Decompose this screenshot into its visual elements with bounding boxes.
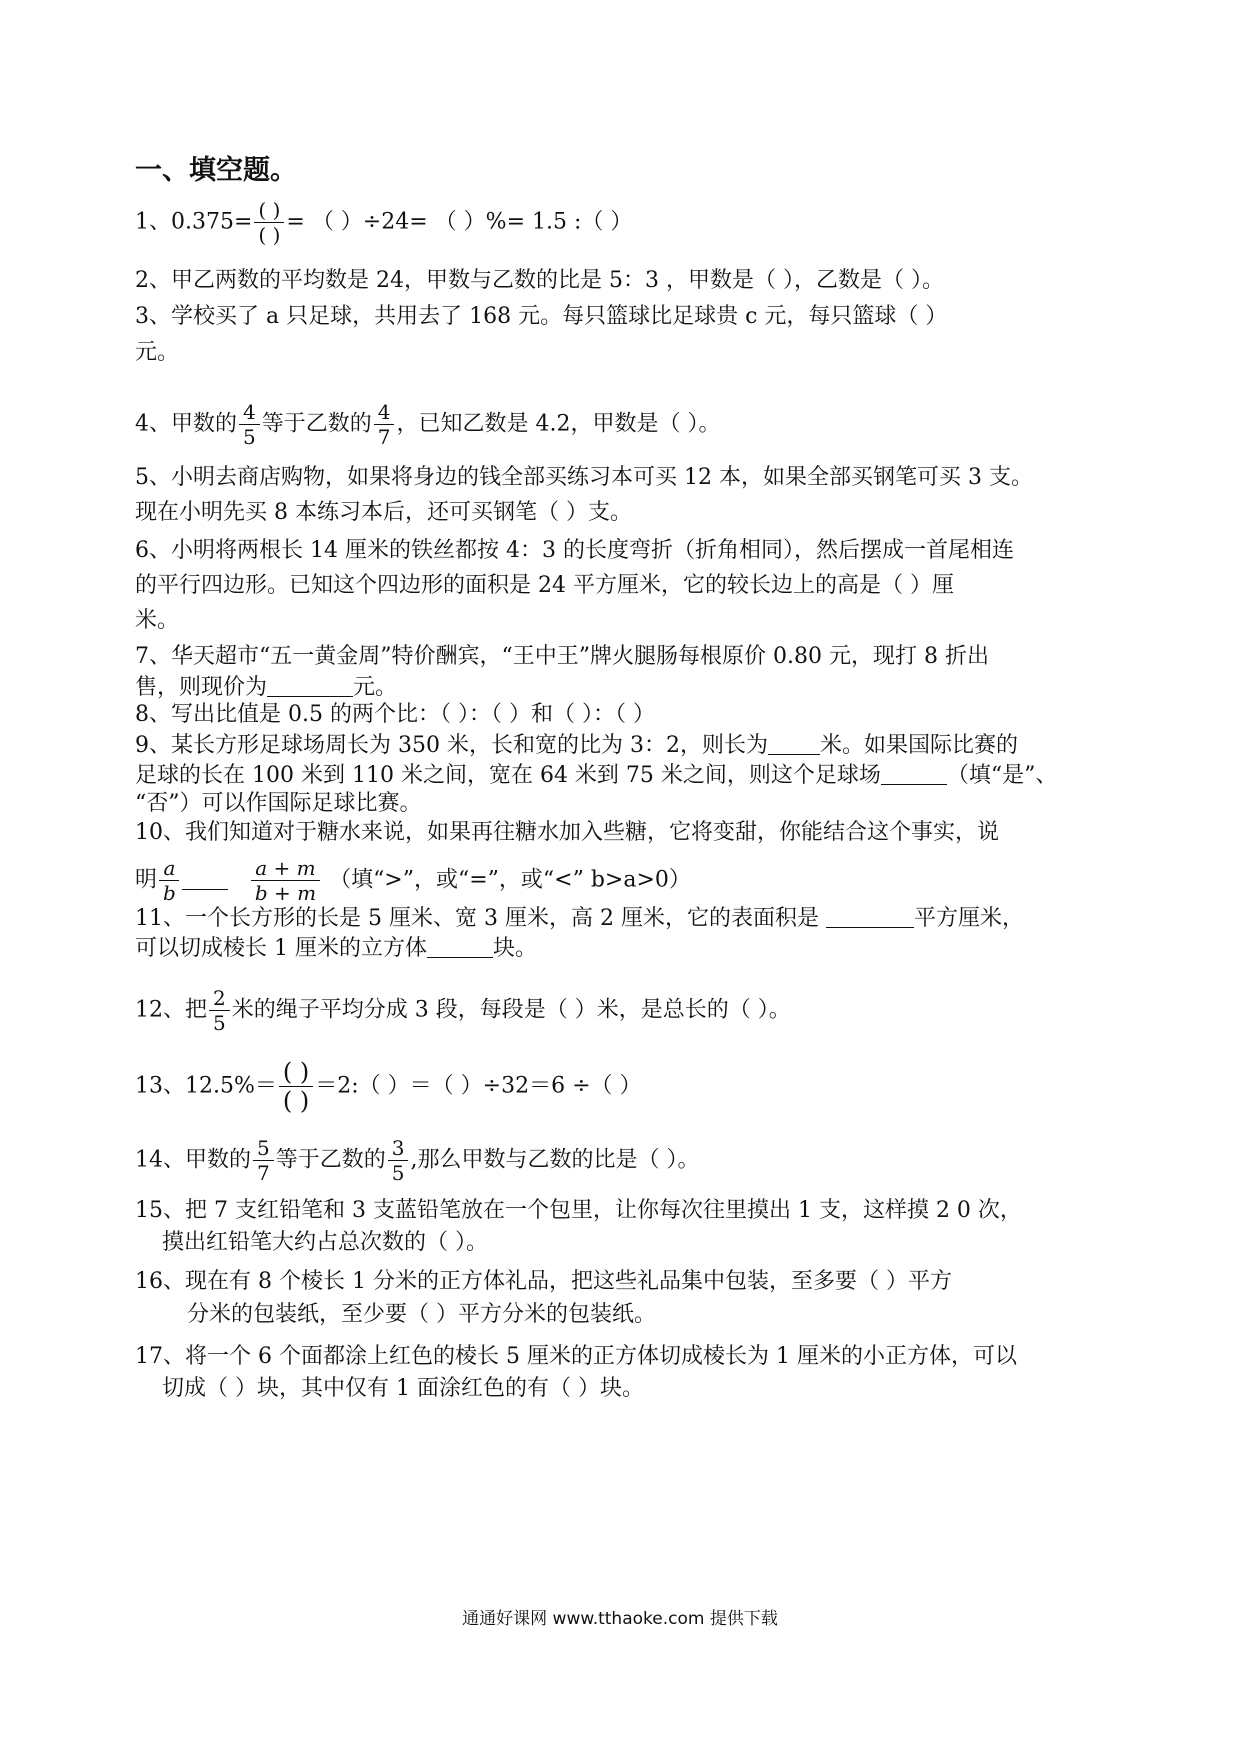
question-14: 14、甲数的 $\frac{5}{7}$ 等于乙数的 $\frac{3}{5}$ ,那么甲数与乙数的比是（ ）。	[135, 1136, 700, 1185]
fraction: $\frac{5}{7}$	[253, 1136, 274, 1185]
question-9-line-3: “否”）可以作国际足球比赛。	[135, 791, 422, 816]
fraction: $\frac{4}{7}$	[374, 400, 395, 449]
question-2: 2、甲乙两数的平均数是 24，甲数与乙数的比是 5：3 ，甲数是（ ），乙数是（ ）。	[135, 268, 944, 293]
question-5-line-1: 5、小明去商店购物，如果将身边的钱全部买练习本可买 12 本，如果全部买钢笔可买 3 支。	[135, 465, 1033, 490]
fraction: $\frac{3}{5}$	[388, 1136, 409, 1185]
question-9-line-2: 足球的长在 100 米到 110 米之间，宽在 64 米到 75 米之间，则这个足球场 （填“是”、	[135, 760, 1057, 791]
question-3-line-1: 3、学校买了 a 只足球，共用去了 168 元。每只篮球比足球贵 c 元，每只篮球（ ）	[135, 304, 948, 329]
question-6-line-2: 的平行四边形。已知这个四边形的面积是 24 平方厘米，它的较长边上的高是（ ）厘	[135, 573, 954, 598]
footer-credit: 通通好课网 www.tthaoke.com 提供下载	[462, 1609, 778, 1629]
answer-blank[interactable]	[267, 672, 353, 697]
question-11-line-1: 11、一个长方形的长是 5 厘米、宽 3 厘米，高 2 厘米，它的表面积是 平方厘米，	[135, 903, 1024, 934]
answer-blank[interactable]	[881, 760, 947, 785]
question-8: 8、写出比值是 0.5 的两个比：（ ）：（ ）和（ ）：（ ）	[135, 702, 655, 727]
question-16-line-2: 分米的包装纸，至少要（ ）平方分米的包装纸。	[187, 1302, 656, 1327]
question-10-line-1: 10、我们知道对于糖水来说，如果再往糖水加入些糖，它将变甜，你能结合这个事实，说	[135, 820, 999, 845]
question-5-line-2: 现在小明先买 8 本练习本后，还可买钢笔（ ）支。	[135, 500, 632, 525]
fraction: $\frac{a}{b}$	[159, 856, 180, 905]
answer-blank[interactable]	[182, 865, 228, 890]
answer-blank[interactable]	[826, 903, 914, 928]
question-17-line-2: 切成（ ）块，其中仅有 1 面涂红色的有（ ）块。	[162, 1376, 644, 1401]
question-6-line-1: 6、小明将两根长 14 厘米的铁丝都按 4：3 的长度弯折（折角相同），然后摆成一首尾相连	[135, 538, 1014, 563]
fraction: $\frac{2}{5}$	[209, 986, 230, 1035]
question-12: 12、把 $\frac{2}{5}$ 米的绳子平均分成 3 段，每段是（ ）米，是总长的（ ）。	[135, 986, 791, 1035]
question-1: 1、0.375= $\frac{( )}{( )}$ = （ ）÷24= （ ）%= 1.5 :（ ）	[135, 198, 633, 247]
question-15-line-2: 摸出红铅笔大约占总次数的（ ）。	[162, 1230, 488, 1255]
question-7-line-2: 售，则现价为 元。	[135, 672, 397, 703]
fraction: $\frac{a + m}{b + m}$	[251, 856, 320, 905]
question-10-line-2: 明 $\frac{a}{b}$ $\frac{a + m}{b + m}$ （填“>”，或“=”，或“<” b>a>0）	[135, 856, 691, 905]
question-6-line-3: 米。	[135, 608, 180, 633]
question-3-line-2: 元。	[135, 340, 180, 365]
answer-blank[interactable]	[427, 933, 493, 958]
fraction-blank: $\frac{( )}{( )}$	[279, 1058, 313, 1115]
question-7-line-1: 7、华天超市“五一黄金周”特价酬宾，“王中王”牌火腿肠每根原价 0.80 元，现打 8 折出	[135, 644, 989, 669]
answer-blank[interactable]	[768, 730, 820, 755]
question-17-line-1: 17、将一个 6 个面都涂上红色的棱长 5 厘米的正方体切成棱长为 1 厘米的小正方体，可以	[135, 1344, 1017, 1369]
question-13: 13、12.5%＝ $\frac{( )}{( )}$ ＝2:（ ）＝（ ）÷32＝6 ÷（ ）	[135, 1058, 642, 1115]
question-11-line-2: 可以切成棱长 1 厘米的立方体 块。	[135, 933, 537, 964]
fraction-blank: $\frac{( )}{( )}$	[254, 198, 284, 247]
question-15-line-1: 15、把 7 支红铅笔和 3 支蓝铅笔放在一个包里，让你每次往里摸出 1 支，这样摸 2 0 次，	[135, 1198, 1022, 1223]
question-4: 4、甲数的 $\frac{4}{5}$ 等于乙数的 $\frac{4}{7}$ ，已知乙数是 4.2，甲数是（ ）。	[135, 400, 721, 449]
section-title: 一、填空题。	[135, 155, 297, 186]
question-16-line-1: 16、现在有 8 个棱长 1 分米的正方体礼品，把这些礼品集中包装，至多要（ ）平方	[135, 1269, 952, 1294]
fraction: $\frac{4}{5}$	[239, 400, 260, 449]
question-9-line-1: 9、某长方形足球场周长为 350 米，长和宽的比为 3：2，则长为 米。如果国际比赛的	[135, 730, 1018, 761]
